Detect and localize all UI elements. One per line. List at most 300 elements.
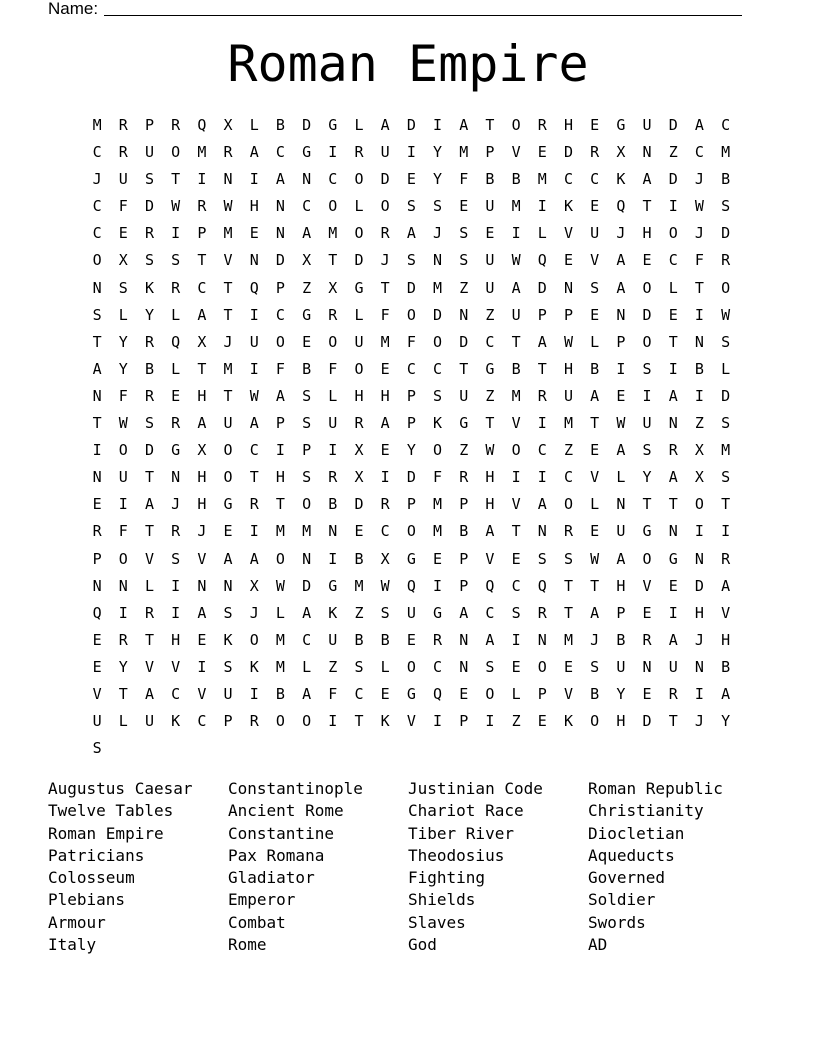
grid-letter: K [433,414,443,433]
grid-letter: V [511,143,521,162]
grid-letter: C [511,576,521,595]
grid-letter: E [642,251,652,270]
grid-letter: R [668,684,678,703]
name-field[interactable] [48,0,742,18]
grid-letter: C [694,143,704,162]
grid-letter: B [328,495,338,514]
grid-letter: A [537,332,547,351]
grid-letter: D [380,170,390,189]
grid-letter: A [92,359,102,378]
grid-letter: C [302,630,312,649]
grid-letter: I [537,197,547,216]
grid-letter: O [406,305,416,324]
grid-letter: N [694,657,704,676]
grid-letter: T [590,576,600,595]
grid-letter: N [668,522,678,541]
grid-letter: M [721,143,731,162]
grid-letter: C [92,143,102,162]
grid-letter: P [616,332,626,351]
grid-letter: K [249,657,259,676]
grid-letter: S [485,657,495,676]
grid-letter: X [197,332,207,351]
grid-letter: B [275,116,285,134]
grid-letter: L [354,305,364,324]
grid-letter: P [275,278,285,297]
grid-letter: U [380,143,390,162]
grid-letter: U [144,143,154,162]
grid-letter: H [721,630,731,649]
grid-letter: X [223,116,233,134]
grid-letter: Z [459,278,469,297]
grid-letter: W [590,549,600,568]
grid-letter: E [590,305,600,324]
grid-letter: T [197,359,207,378]
grid-letter: Z [668,143,678,162]
grid-letter: L [380,657,390,676]
grid-letter: D [642,305,652,324]
grid-letter: I [171,224,181,243]
grid-letter: E [668,576,678,595]
grid-letter: Q [171,332,181,351]
grid-letter: V [721,603,731,622]
grid-letter: I [511,468,521,487]
grid-letter: J [197,522,207,541]
grid-letter: N [92,468,102,487]
grid-letter: O [328,332,338,351]
grid-letter: M [459,143,469,162]
grid-letter: O [511,116,521,134]
grid-letter: S [171,251,181,270]
grid-letter: U [406,603,416,622]
grid-letter: N [328,522,338,541]
grid-letter: R [171,522,181,541]
grid-letter: N [642,657,652,676]
grid-letter: I [642,386,652,405]
grid-letter: A [275,386,285,405]
grid-letter: R [118,630,128,649]
grid-letter: R [721,549,731,568]
grid-letter: S [590,657,600,676]
grid-letter: O [354,170,364,189]
grid-letter: K [144,278,154,297]
grid-letter: N [433,251,443,270]
grid-letter: L [328,386,338,405]
grid-letter: I [694,522,704,541]
grid-letter: E [171,386,181,405]
grid-letter: P [223,712,233,731]
grid-letter: R [92,522,102,541]
grid-letter: Q [537,251,547,270]
grid-letter: U [249,332,259,351]
grid-letter: O [406,657,416,676]
grid-letter: I [328,712,338,731]
grid-letter: W [511,251,521,270]
word-list-item: Tiber River [408,823,514,843]
grid-letter: M [433,522,443,541]
grid-letter: M [433,495,443,514]
grid-letter: D [721,224,731,243]
grid-letter: R [328,305,338,324]
word-list-item: Fighting [408,868,486,888]
word-list-item: Soldier [588,890,656,910]
grid-letter: A [721,684,731,703]
grid-letter: R [171,414,181,433]
grid-letter: E [380,684,390,703]
grid-letter: W [118,414,128,433]
grid-letter: O [406,522,416,541]
grid-letter: I [197,170,207,189]
grid-letter: L [118,712,128,731]
word-list-item: Combat [228,912,286,932]
grid-letter: J [171,495,181,514]
grid-letter: U [459,386,469,405]
word-list-item: Slaves [408,912,466,932]
grid-letter: N [537,630,547,649]
grid-letter: Y [118,657,128,676]
grid-letter: P [406,414,416,433]
grid-letter: F [406,332,416,351]
grid-letter: O [433,332,443,351]
grid-letter: N [171,468,181,487]
grid-letter: D [563,143,573,162]
grid-letter: G [616,116,626,134]
grid-letter: G [302,305,312,324]
page-title: Roman Empire [227,35,589,93]
grid-letter: X [694,441,704,460]
grid-letter: E [590,441,600,460]
grid-letter: T [354,712,364,731]
grid-letter: V [642,576,652,595]
grid-letter: U [354,332,364,351]
grid-letter: C [275,305,285,324]
grid-letter: Z [485,386,495,405]
grid-letter: X [118,251,128,270]
grid-letter: O [275,549,285,568]
grid-letter: O [92,251,102,270]
grid-letter: C [485,603,495,622]
grid-letter: L [144,576,154,595]
grid-letter: M [511,197,521,216]
grid-letter: L [275,603,285,622]
grid-letter: I [118,603,128,622]
grid-letter: T [171,170,181,189]
grid-letter: Z [511,712,521,731]
grid-letter: H [380,386,390,405]
grid-letter: L [616,468,626,487]
grid-letter: S [433,197,443,216]
grid-letter: N [223,170,233,189]
grid-letter: M [537,170,547,189]
grid-letter: A [459,603,469,622]
grid-letter: R [563,522,573,541]
grid-letter: T [380,278,390,297]
grid-letter: S [459,224,469,243]
grid-letter: V [563,224,573,243]
grid-letter: L [668,278,678,297]
grid-letter: I [694,305,704,324]
grid-letter: A [223,549,233,568]
grid-letter: S [144,414,154,433]
grid-letter: R [118,116,128,134]
grid-letter: I [537,414,547,433]
grid-letter: Y [433,170,443,189]
grid-letter: O [302,495,312,514]
grid-letter: J [694,712,704,731]
grid-letter: B [485,170,495,189]
grid-letter: T [563,576,573,595]
grid-letter: R [354,414,364,433]
grid-letter: M [223,359,233,378]
grid-letter: J [433,224,443,243]
grid-letter: Q [485,576,495,595]
word-list-item: Italy [48,935,97,955]
grid-letter: N [537,522,547,541]
grid-letter: I [668,603,678,622]
grid-letter: G [406,549,416,568]
grid-letter: Y [406,441,416,460]
grid-letter: T [694,278,704,297]
grid-letter: G [328,116,338,134]
grid-letter: S [223,603,233,622]
grid-letter: I [249,305,259,324]
grid-letter: S [590,278,600,297]
grid-letter: I [328,143,338,162]
word-list-item: Gladiator [228,868,315,888]
grid-letter: V [223,251,233,270]
word-list-item: Plebians [48,890,126,910]
grid-letter: E [197,630,207,649]
grid-letter: T [249,468,259,487]
grid-letter: T [485,116,495,134]
grid-letter: A [275,170,285,189]
grid-letter: M [275,522,285,541]
grid-letter: R [144,332,154,351]
grid-letter: S [302,414,312,433]
grid-letter: E [380,441,390,460]
grid-letter: T [275,495,285,514]
grid-letter: K [380,712,390,731]
grid-letter: M [197,143,207,162]
grid-letter: T [563,603,573,622]
grid-letter: X [197,441,207,460]
grid-letter: G [668,549,678,568]
grid-letter: O [590,712,600,731]
grid-letter: O [721,278,731,297]
grid-letter: S [537,549,547,568]
grid-letter: R [171,278,181,297]
grid-letter: I [249,170,259,189]
grid-letter: V [511,414,521,433]
grid-letter: M [563,414,573,433]
grid-letter: S [721,332,731,351]
grid-letter: L [590,495,600,514]
word-list-item: Constantinople [228,779,363,798]
grid-letter: J [223,332,233,351]
grid-letter: O [537,657,547,676]
grid-letter: P [459,576,469,595]
grid-letter: I [171,576,181,595]
grid-letter: U [118,170,128,189]
grid-letter: R [249,712,259,731]
grid-letter: W [694,197,704,216]
grid-letter: L [354,116,364,134]
grid-letter: I [197,657,207,676]
grid-letter: G [354,278,364,297]
grid-letter: C [302,197,312,216]
grid-letter: F [118,386,128,405]
grid-letter: U [563,386,573,405]
grid-letter: A [668,468,678,487]
grid-letter: R [642,630,652,649]
grid-letter: N [616,305,626,324]
grid-letter: D [433,305,443,324]
grid-letter: I [616,359,626,378]
grid-letter: Q [406,576,416,595]
grid-letter: A [197,414,207,433]
grid-letter: L [249,116,259,134]
grid-letter: H [563,359,573,378]
grid-letter: I [249,522,259,541]
grid-letter: J [380,251,390,270]
grid-letter: R [721,251,731,270]
grid-letter: O [511,441,521,460]
grid-letter: V [590,251,600,270]
grid-letter: N [616,495,626,514]
grid-letter: G [171,441,181,460]
grid-letter: I [511,224,521,243]
grid-letter: H [197,495,207,514]
word-list-item: Twelve Tables [48,801,174,821]
grid-letter: O [354,359,364,378]
grid-letter: G [485,359,495,378]
grid-letter: H [249,197,259,216]
grid-letter: P [459,712,469,731]
word-list-item: Armour [48,912,106,932]
grid-letter: W [249,386,259,405]
grid-letter: S [642,359,652,378]
grid-letter: R [144,603,154,622]
grid-letter: F [328,684,338,703]
grid-letter: L [721,359,731,378]
grid-letter: K [171,712,181,731]
grid-letter: E [642,684,652,703]
grid-letter: S [171,549,181,568]
grid-letter: V [563,684,573,703]
grid-letter: S [302,386,312,405]
grid-letter: N [92,386,102,405]
grid-letter: O [642,549,652,568]
grid-letter: C [197,712,207,731]
grid-letter: Z [485,305,495,324]
grid-letter: I [537,468,547,487]
grid-letter: T [118,684,128,703]
word-list-item: AD [588,935,608,955]
grid-letter: A [249,143,259,162]
grid-letter: W [563,332,573,351]
grid-letter: T [223,278,233,297]
grid-letter: C [485,332,495,351]
grid-letter: C [433,359,443,378]
grid-letter: U [642,414,652,433]
grid-letter: I [668,359,678,378]
word-list-item: Shields [408,890,476,910]
grid-letter: T [144,522,154,541]
grid-letter: B [590,359,600,378]
grid-letter: E [92,630,102,649]
grid-letter: U [223,684,233,703]
grid-letter: T [144,468,154,487]
grid-letter: A [485,630,495,649]
grid-letter: I [249,359,259,378]
grid-letter: T [197,251,207,270]
grid-letter: O [642,278,652,297]
word-list-item: Roman Republic [588,779,723,798]
grid-letter: I [433,712,443,731]
grid-letter: R [537,603,547,622]
grid-letter: A [249,414,259,433]
grid-letter: T [668,712,678,731]
grid-letter: P [275,414,285,433]
grid-letter: T [590,414,600,433]
grid-letter: N [302,170,312,189]
grid-letter: J [92,170,102,189]
grid-letter: S [144,170,154,189]
grid-letter: I [92,441,102,460]
grid-letter: O [694,495,704,514]
grid-letter: A [590,386,600,405]
grid-letter: A [249,549,259,568]
grid-letter: D [144,441,154,460]
grid-letter: C [537,441,547,460]
grid-letter: Y [642,468,652,487]
grid-letter: R [118,143,128,162]
grid-letter: W [380,576,390,595]
grid-letter: R [197,197,207,216]
grid-letter: R [380,495,390,514]
grid-letter: C [563,170,573,189]
grid-letter: U [485,197,495,216]
grid-letter: P [459,549,469,568]
grid-letter: V [485,549,495,568]
grid-letter: U [92,712,102,731]
grid-letter: W [616,414,626,433]
grid-letter: T [92,332,102,351]
grid-letter: S [118,278,128,297]
word-list-item: Colosseum [48,868,135,888]
grid-letter: A [616,278,626,297]
grid-letter: B [302,359,312,378]
grid-letter: N [563,278,573,297]
grid-letter: N [694,332,704,351]
grid-letter: F [380,305,390,324]
grid-letter: Y [721,712,731,731]
grid-letter: I [721,522,731,541]
grid-letter: S [144,251,154,270]
grid-letter: Z [328,657,338,676]
grid-letter: I [694,684,704,703]
grid-letter: N [223,576,233,595]
grid-letter: A [485,522,495,541]
grid-letter: J [694,630,704,649]
grid-letter: B [275,684,285,703]
grid-letter: S [354,657,364,676]
grid-letter: M [563,630,573,649]
grid-letter: N [459,630,469,649]
grid-letter: W [223,197,233,216]
grid-letter: M [92,116,102,134]
grid-letter: D [537,278,547,297]
grid-letter: N [302,549,312,568]
